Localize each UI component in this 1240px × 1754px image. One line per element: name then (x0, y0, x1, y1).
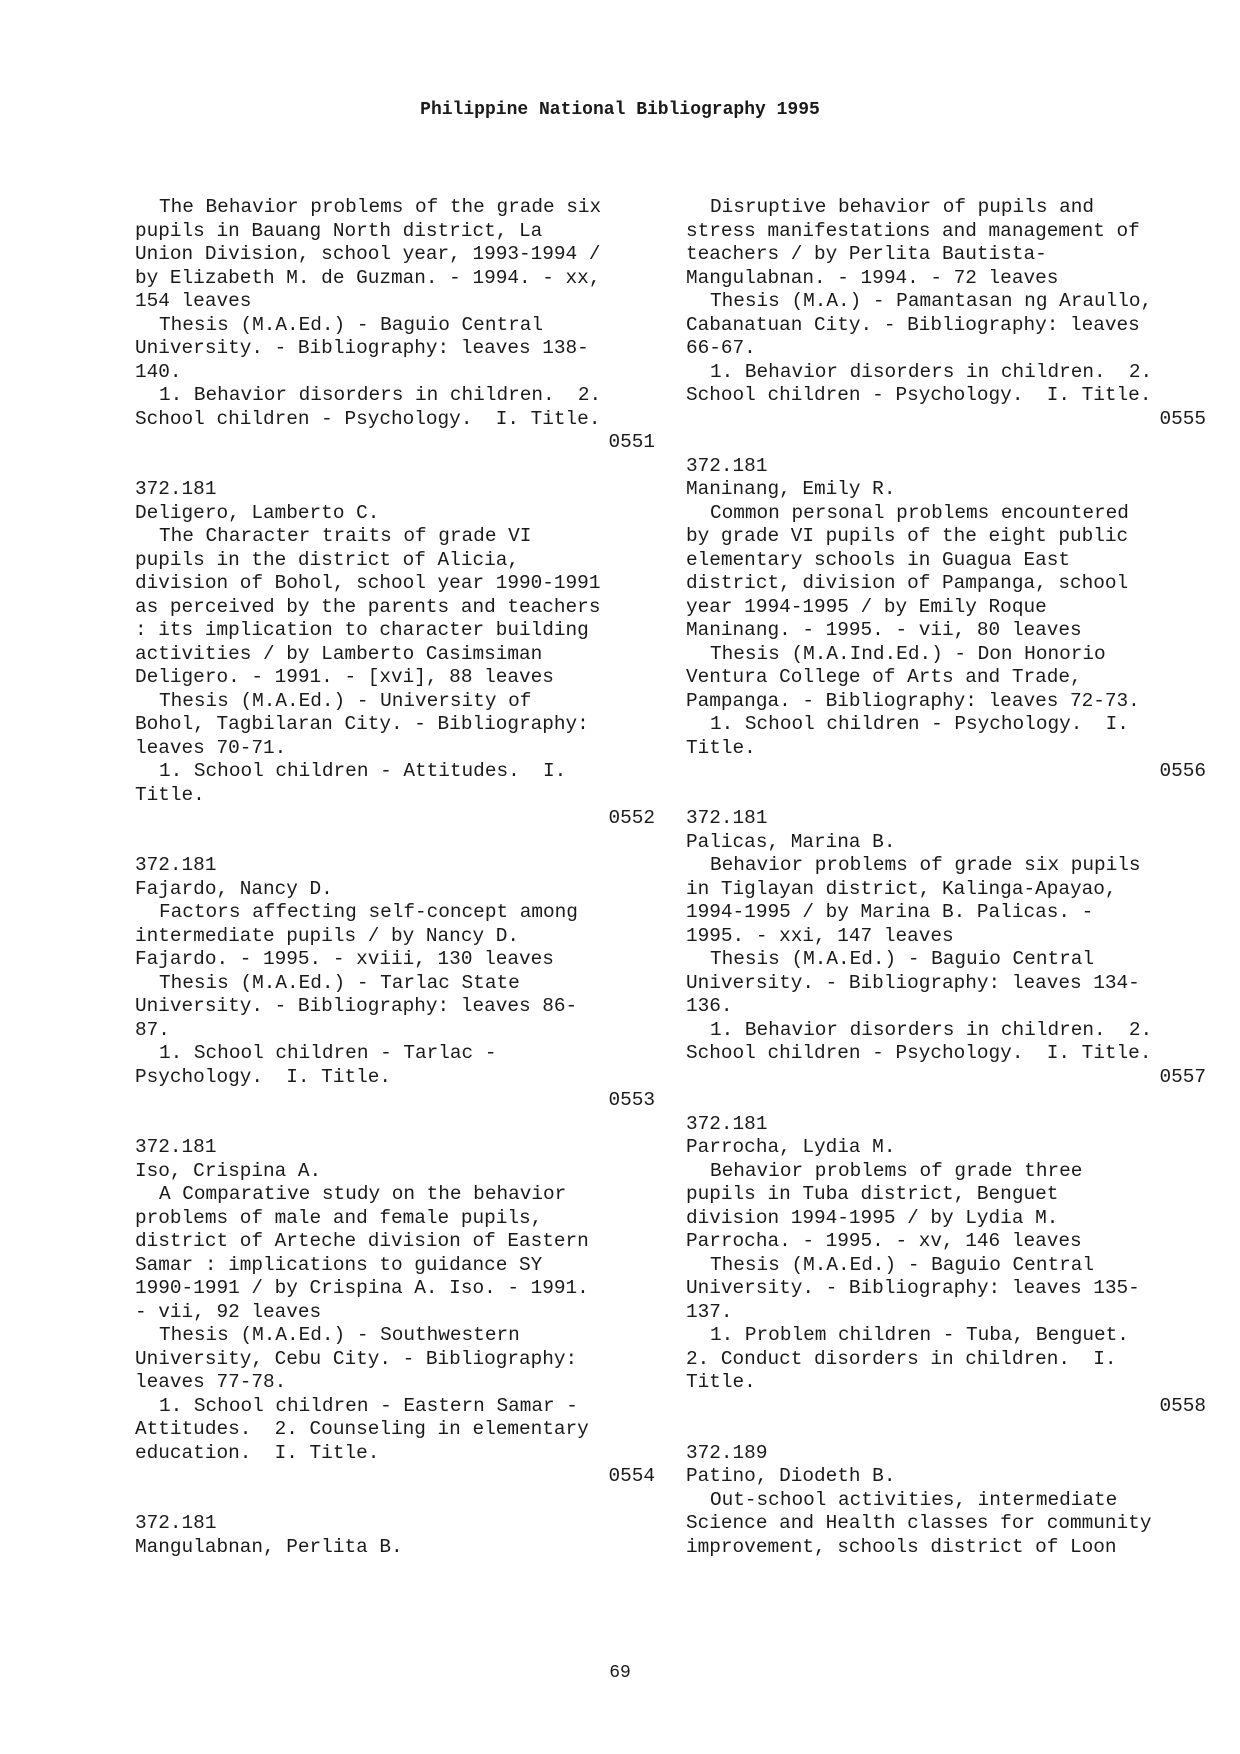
entry-title-line: stress manifestations and management of (686, 219, 1140, 242)
entry-note-line: Thesis (M.A.Ed.) - Baguio Central (710, 948, 1094, 970)
class-number: 372.181 (135, 478, 217, 500)
entry-number: 0557 (1159, 1065, 1206, 1088)
class-number: 372.181 (135, 1512, 217, 1534)
entry-note-line: Thesis (M.A.Ed.) - Southwestern (159, 1324, 520, 1346)
entry-title-line: Factors affecting self-concept among (159, 901, 578, 923)
entry-number: 0558 (1159, 1394, 1206, 1417)
entry-title-line: elementary schools in Guagua East (686, 548, 1070, 571)
entry-number: 0553 (608, 1089, 655, 1111)
entry-title-line: Common personal problems encountered (710, 501, 1129, 524)
entry-title-line: Mangulabnan. - 1994. - 72 leaves (686, 266, 1059, 289)
entry-subject-line: Title. (686, 736, 756, 759)
entry-title-line: A Comparative study on the behavior (159, 1183, 567, 1205)
entry-number: 0555 (1159, 407, 1206, 430)
entry-title-line: activities / by Lamberto Casimsiman (135, 642, 543, 665)
entry-title-line: Fajardo. - 1995. - xviii, 130 leaves (135, 948, 554, 970)
entry-title-line: Out-school activities, intermediate (710, 1488, 1118, 1511)
entry-note-line: Ventura College of Arts and Trade, (686, 666, 1082, 688)
entry-subject-line: education. I. Title. (135, 1441, 380, 1464)
entry-title-line: Maninang. - 1995. - vii, 80 leaves (686, 619, 1082, 641)
bibliography-entry (686, 1442, 1206, 1560)
entry-subject-line: School children - Psychology. I. Title. (135, 407, 601, 430)
entry-title-line: Science and Health classes for community (686, 1512, 1152, 1534)
entry-note-line: Thesis (M.A.Ed.) - Baguio Central (159, 313, 543, 336)
bibliography-entry (135, 1512, 655, 1559)
entry-title-line: division 1994-1995 / by Lydia M. (686, 1206, 1059, 1229)
entry-subject-line: 1. School children - Psychology. I. (710, 713, 1129, 735)
entry-title-line: improvement, schools district of Loon (686, 1535, 1117, 1558)
entry-title-line: - vii, 92 leaves (135, 1300, 322, 1323)
entry-number: 0551 (608, 431, 655, 453)
entry-note-line: 66-67. (686, 337, 756, 359)
entry-note-line: University. - Bibliography: leaves 86- (135, 995, 578, 1017)
entry-note-line: 87. (135, 1018, 170, 1041)
entry-note-line: Thesis (M.A.Ind.Ed.) - Don Honorio (710, 642, 1106, 665)
entry-title-line: 1990-1991 / by Crispina A. Iso. - 1991. (135, 1277, 589, 1299)
entry-title-line: Behavior problems of grade three (710, 1159, 1083, 1182)
entry-author: Mangulabnan, Perlita B. (135, 1535, 403, 1558)
entry-subject-line: 1. Behavior disorders in children. 2. (710, 360, 1153, 383)
entry-note-line: University. - Bibliography: leaves 138- (135, 337, 589, 359)
entry-title-line: Union Division, school year, 1993-1994 / (135, 243, 601, 265)
entry-title-line: Deligero. - 1991. - [xvi], 88 leaves (135, 666, 554, 688)
entry-subject-line: School children - Psychology. I. Title. (686, 1042, 1152, 1064)
entry-author: Parrocha, Lydia M. (686, 1136, 896, 1158)
class-number: 372.181 (686, 1112, 768, 1135)
entry-subject-line: 1. Behavior disorders in children. 2. (710, 1018, 1153, 1041)
bibliography-entry (686, 807, 1206, 1089)
bibliography-entry (686, 196, 1206, 431)
entry-note-line: Thesis (M.A.Ed.) - Baguio Central (710, 1253, 1094, 1276)
entry-number: 0556 (1159, 760, 1206, 782)
class-number: 372.181 (686, 807, 768, 829)
entry-subject-line: Attitudes. 2. Counseling in elementary (135, 1418, 589, 1440)
entry-title-line: teachers / by Perlita Bautista- (686, 243, 1047, 265)
entry-title-line: Samar : implications to guidance SY (135, 1253, 543, 1276)
entry-title-line: pupils in Bauang North district, La (135, 219, 543, 242)
entry-title-line: division of Bohol, school year 1990-1991 (135, 572, 601, 594)
entry-note-line: leaves 70-71. (135, 736, 287, 759)
entry-title-line: Disruptive behavior of pupils and (710, 196, 1094, 218)
bibliography-entry (686, 1113, 1206, 1419)
entry-note-line: Thesis (M.A.) - Pamantasan ng Araullo, (710, 290, 1153, 312)
entry-title-line: The Character traits of grade VI (159, 525, 532, 547)
entry-title-line: intermediate pupils / by Nancy D. (135, 924, 519, 947)
entry-title-line: by grade VI pupils of the eight public (686, 525, 1129, 547)
entry-number: 0552 (608, 807, 655, 829)
entry-title-line: year 1994-1995 / by Emily Roque (686, 595, 1047, 618)
entry-title-line: as perceived by the parents and teachers (135, 595, 601, 618)
entry-title-line: 1994-1995 / by Marina B. Palicas. - (686, 901, 1094, 923)
entry-note-line: Thesis (M.A.Ed.) - Tarlac State (159, 971, 520, 994)
entry-title-line: The Behavior problems of the grade six (159, 196, 602, 218)
page-number: 69 (609, 1663, 631, 1683)
entry-note-line: 140. (135, 360, 182, 383)
entry-note-line: Thesis (M.A.Ed.) - University of (159, 689, 532, 712)
entry-subject-line: School children - Psychology. I. Title. (686, 384, 1152, 406)
entry-author: Deligero, Lamberto C. (135, 501, 380, 524)
entry-note-line: leaves 77-78. (135, 1371, 287, 1393)
bibliography-entry (135, 196, 655, 455)
entry-note-line: 137. (686, 1300, 733, 1323)
entry-subject-line: 2. Conduct disorders in children. I. (686, 1347, 1117, 1370)
bibliography-entry (135, 854, 655, 1113)
entry-number: 0554 (608, 1465, 655, 1487)
class-number: 372.181 (135, 854, 217, 876)
entry-note-line: Bohol, Tagbilaran City. - Bibliography: (135, 713, 589, 735)
entry-subject-line: 1. Problem children - Tuba, Benguet. (710, 1324, 1129, 1346)
bibliography-entry (135, 1136, 655, 1489)
entry-subject-line: 1. Behavior disorders in children. 2. (159, 384, 602, 406)
left-column (135, 196, 655, 1559)
bibliography-entry (686, 455, 1206, 784)
class-number: 372.181 (135, 1136, 217, 1158)
entry-author: Maninang, Emily R. (686, 478, 896, 500)
entry-title-line: problems of male and female pupils, (135, 1206, 543, 1229)
entry-title-line: pupils in the district of Alicia, (135, 548, 519, 571)
entry-title-line: by Elizabeth M. de Guzman. - 1994. - xx, (135, 266, 601, 289)
entry-note-line: Cabanatuan City. - Bibliography: leaves (686, 313, 1140, 336)
page-title: Philippine National Bibliography 1995 (420, 100, 820, 120)
entry-subject-line: Title. (686, 1371, 756, 1393)
entry-note-line: University, Cebu City. - Bibliography: (135, 1347, 578, 1370)
entry-note-line: University. - Bibliography: leaves 135- (686, 1277, 1140, 1299)
entry-title-line: district, division of Pampanga, school (686, 572, 1129, 594)
entry-title-line: 1995. - xxi, 147 leaves (686, 924, 954, 947)
class-number: 372.181 (686, 454, 768, 477)
right-column (686, 196, 1206, 1559)
entry-title-line: in Tiglayan district, Kalinga-Apayao, (686, 877, 1117, 900)
entry-subject-line: Psychology. I. Title. (135, 1065, 391, 1088)
entry-author: Fajardo, Nancy D. (135, 877, 333, 900)
entry-note-line: 136. (686, 995, 733, 1017)
entry-note-line: University. - Bibliography: leaves 134- (686, 971, 1140, 994)
entry-note-line: Pampanga. - Bibliography: leaves 72-73. (686, 689, 1140, 712)
class-number: 372.189 (686, 1441, 768, 1464)
entry-title-line: pupils in Tuba district, Benguet (686, 1183, 1059, 1205)
entry-subject-line: 1. School children - Attitudes. I. (159, 760, 567, 782)
entry-title-line: Behavior problems of grade six pupils (710, 854, 1141, 876)
entry-title-line: : its implication to character building (135, 619, 589, 641)
entry-title-line: 154 leaves (135, 290, 252, 312)
entry-title-line: district of Arteche division of Eastern (135, 1230, 589, 1252)
entry-author: Iso, Crispina A. (135, 1159, 322, 1182)
entry-author: Palicas, Marina B. (686, 830, 896, 853)
bibliography-entry (135, 478, 655, 831)
entry-subject-line: Title. (135, 783, 205, 806)
entry-subject-line: 1. School children - Eastern Samar - (159, 1394, 578, 1417)
entry-title-line: Parrocha. - 1995. - xv, 146 leaves (686, 1230, 1082, 1252)
entry-subject-line: 1. School children - Tarlac - (159, 1042, 497, 1064)
entry-author: Patino, Diodeth B. (686, 1465, 896, 1487)
